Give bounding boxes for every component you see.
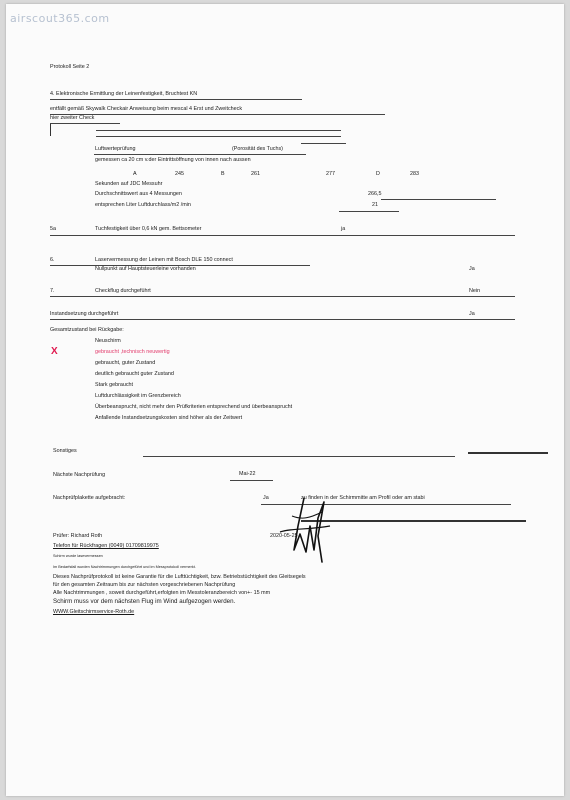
section5-num: 5a — [50, 226, 56, 232]
divider — [50, 114, 385, 115]
website-link[interactable]: WWW.Gleitschirmservice-Roth.de — [53, 609, 135, 615]
point-value: 277 — [326, 171, 335, 177]
small-note: Schirm wurde lasevermessen — [53, 554, 103, 558]
watermark: airscout365.com — [10, 12, 110, 25]
section6-num: 6. — [50, 257, 55, 263]
porosity-avg-label: Durchschnittswert aus 4 Messungen — [95, 191, 182, 197]
point-label: B — [221, 171, 225, 177]
condition-option: Neuschirm — [95, 338, 121, 344]
section4-heading: 4. Elektronische Ermittlung der Leinenfestigkeit, Bruchtest KN — [50, 91, 198, 97]
divider — [50, 99, 302, 100]
section6-label: Laservermessung der Leinen mit Bosch DLE 150 connect — [95, 257, 233, 263]
section6-sub: Nullpunkt auf Hauptsteuerleine vorhanden — [95, 266, 196, 272]
pruefer-date: 2020-05-25 — [270, 533, 298, 539]
footer-line: Alle Nachtrimmungen , soweit durchgeführt,erfolgten im Messtoleranzbereich von+- 15 mm — [53, 590, 271, 596]
selected-mark: X — [51, 346, 58, 357]
phone-number: Telefon für Rückfragen (0049) 01709819975 — [53, 543, 159, 549]
divider — [230, 480, 273, 481]
divider — [50, 235, 515, 236]
footer-line: Dieses Nachprüfprotokoll ist keine Garantie für die Lufttüchtigkeit, bzw. Betriebstüchtigkeit des Gleitsegels — [53, 574, 306, 580]
divider — [143, 456, 455, 457]
section7-value: Nein — [469, 288, 481, 294]
naechste-value: Mai-22 — [239, 471, 256, 477]
divider — [301, 143, 346, 144]
point-label: D — [376, 171, 380, 177]
section7-num: 7. — [50, 288, 55, 294]
naechste-label: Nächste Nachprüfung — [53, 472, 106, 478]
section6-value: Ja — [469, 266, 475, 272]
footer-warning: Schirm muss vor dem nächsten Flug im Wind aufgezogen werden. — [53, 598, 236, 605]
protocol-page — [6, 4, 564, 796]
porosity-title-note: (Porosität des Tuchs) — [232, 146, 283, 152]
plakette-label: Nachprüfplakette aufgebracht: — [53, 495, 126, 501]
porosity-liter-label: entsprechen Liter Luftdurchlass/m2 /min — [95, 202, 191, 208]
footer-line: für den gesamten Zeitraum bis zur nächsten vorgeschriebenen Nachprüfung — [53, 582, 236, 588]
point-label: A — [133, 171, 137, 177]
section4-line1: entfällt gemäß Skywalk Checkair Anweisung beim mescal 4 Erst und Zweitcheck — [50, 106, 243, 112]
point-value: 283 — [410, 171, 419, 177]
page-title: Protokoll Seite 2 — [50, 64, 90, 70]
sonstiges-label: Sonstiges — [53, 448, 77, 454]
condition-option: Stark gebraucht — [95, 382, 134, 388]
divider — [96, 136, 341, 137]
small-note: Im Bedarfsfall wurden Nachtrimmungen durchgeführt und im Messprotokoll vermerkt. — [53, 565, 196, 569]
plakette-note: zu finden in der Schirmmitte am Profil oder am stabi — [301, 495, 425, 501]
section5-label: Tuchfestigkeit über 0,6 kN gem. Bettsometer — [95, 226, 202, 232]
point-value: 261 — [251, 171, 260, 177]
condition-option: gebraucht, guter Zustand — [95, 360, 156, 366]
section7-label: Checkflug durchgeführt — [95, 288, 151, 294]
divider — [96, 130, 341, 131]
porosity-title: Luftwerteprüfung — [95, 146, 136, 152]
divider — [50, 124, 51, 136]
divider — [50, 319, 515, 320]
divider — [50, 123, 120, 124]
porosity-unit-line: Sekunden auf JDC Messuhr — [95, 181, 163, 187]
point-value: 245 — [175, 171, 184, 177]
divider — [381, 199, 496, 200]
porosity-liter-value: 21 — [372, 202, 378, 208]
divider — [468, 452, 548, 454]
section4-line2: hier zweiter Check — [50, 115, 95, 121]
pruefer-name: Prüfer: Richard Roth — [53, 533, 103, 539]
condition-option: Überbeansprucht, nicht mehr den Prüfkriterien entsprechend und überbeansprucht — [95, 404, 293, 410]
condition-option-selected: gebraucht ,technisch neuwertig — [95, 349, 170, 355]
porosity-avg-value: 266,5 — [368, 191, 382, 197]
porosity-desc: gemessen ca 20 cm v.der Eintrittsöffnung von innen nach aussen — [95, 157, 251, 163]
signature — [274, 496, 344, 564]
condition-option: deutlich gebraucht guter Zustand — [95, 371, 174, 377]
condition-option: Anfallende Instandsetzungskosten sind höher als der Zeitwert — [95, 415, 243, 421]
section5-value: ja — [341, 226, 346, 232]
plakette-value: Ja — [263, 495, 269, 501]
instandsetzung-value: Ja — [469, 311, 475, 317]
instandsetzung-label: Instandsetzung durchgeführt — [50, 311, 119, 317]
gesamtzustand-label: Gesamtzustand bei Rückgabe: — [50, 327, 124, 333]
divider — [94, 154, 306, 155]
divider — [339, 211, 399, 212]
condition-option: Luftdurchlässigkeit im Grenzbereich — [95, 393, 181, 399]
divider — [50, 296, 515, 297]
